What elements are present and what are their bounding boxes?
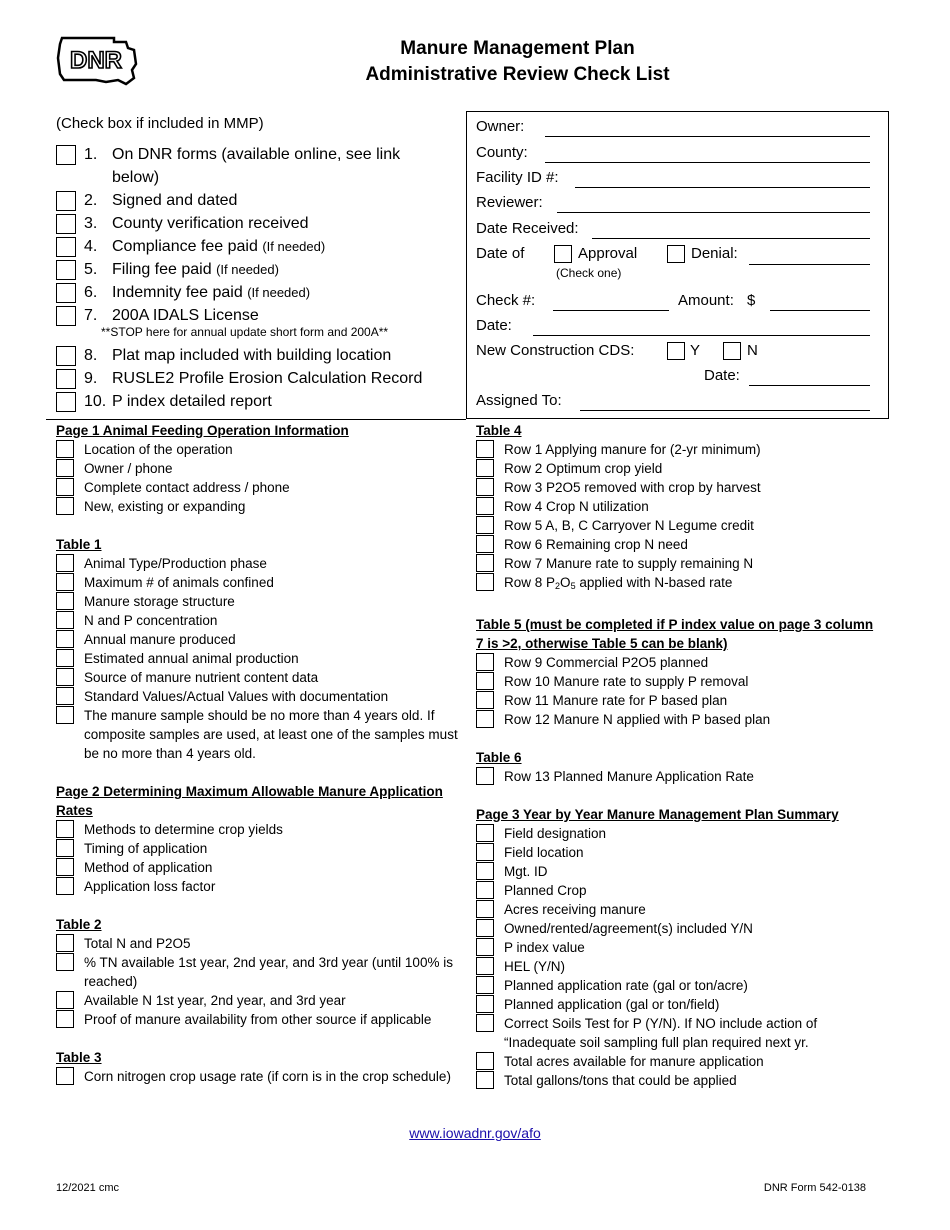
date-received-label: Date Received: [476,220,579,237]
item-number: 7. [84,307,98,324]
section-heading-table5: Table 5 (must be completed if P index value on page 3 column 7 is >2, otherwise Table 5 can be blank) [476,617,874,651]
page-title [0,36,950,88]
section-heading-table3: Table 3 [56,1050,102,1065]
checkbox[interactable] [476,1014,494,1032]
list-item: Field designation [476,824,881,843]
checkbox[interactable] [476,516,494,534]
list-item: Row 13 Planned Manure Application Rate [476,767,881,786]
list-item: Correct Soils Test for P (Y/N). If NO include action of “Inadequate soil sampling full plan required next yr. [476,1014,881,1052]
cds-no-checkbox[interactable] [723,342,741,360]
list-item: The manure sample should be no more than 4 years old. If composite samples are used, at least one of the samples must be no more than 4 years old. [56,706,461,763]
item-text: Signed and dated [112,192,238,209]
list-item: Row 2 Optimum crop yield [476,459,881,478]
facility-id-label: Facility ID #: [476,169,559,186]
item-text: County verification received [112,215,309,232]
item-number: 6. [84,284,98,301]
list-item: HEL (Y/N) [476,957,881,976]
checkbox[interactable] [56,459,74,477]
list-item: Row 11 Manure rate for P based plan [476,691,881,710]
checkbox[interactable] [56,573,74,591]
facility-id-field[interactable] [575,187,870,188]
county-label: County: [476,144,528,161]
checkbox[interactable] [56,346,76,366]
checkbox[interactable] [56,858,74,876]
list-item: Field location [476,843,881,862]
left-column [56,421,461,1086]
list-item-row8: Row 8 $P_2O_5$ applied with N-based rate [476,573,881,596]
list-item: Standard Values/Actual Values with documentation [56,687,461,706]
list-item: Application loss factor [56,877,461,896]
check-number-label: Check #: [476,292,536,309]
section-heading-table6: Table 6 [476,750,522,765]
checkbox[interactable] [56,497,74,515]
right-column [476,421,881,1090]
date-received-field[interactable] [592,238,870,239]
list-item: Acres receiving manure [476,900,881,919]
checkbox[interactable] [56,554,74,572]
item-number: 1. [84,146,98,163]
checkbox[interactable] [56,369,76,389]
approval-label: Approval [578,245,638,262]
checkbox[interactable] [476,478,494,496]
item-number: 4. [84,238,98,255]
list-item: Row 4 Crop N utilization [476,497,881,516]
afo-link[interactable]: www.iowadnr.gov/afo [409,1125,541,1141]
dollar-sign: $ [747,292,756,309]
checkbox[interactable] [476,653,494,671]
title-line-2: Administrative Review Check List [365,64,670,85]
list-item: Planned Crop [476,881,881,900]
checkbox[interactable] [476,440,494,458]
section-heading-page2: Page 2 Determining Maximum Allowable Manure Application Rates [56,784,443,818]
checkbox[interactable] [476,862,494,880]
amount-field[interactable] [770,310,870,311]
checkbox[interactable] [56,191,76,211]
amount-label: Amount: [678,292,734,309]
section-heading-table2: Table 2 [56,917,102,932]
list-item: Available N 1st year, 2nd year, and 3rd year [56,991,461,1010]
new-construction-label: New Construction CDS: [476,342,635,359]
item-text: Indemnity fee paid [112,284,243,301]
assigned-to-label: Assigned To: [476,392,562,409]
checkbox[interactable] [476,573,494,591]
list-item: Estimated annual animal production [56,649,461,668]
item-number: 2. [84,192,98,209]
checkbox[interactable] [56,214,76,234]
review-info-box [466,111,889,419]
list-item: Planned application rate (gal or ton/acre) [476,976,881,995]
checkbox[interactable] [476,459,494,477]
list-item: Owned/rented/agreement(s) included Y/N [476,919,881,938]
list-item: Maximum # of animals confined [56,573,461,592]
intro-note: (Check box if included in MMP) [56,115,264,132]
section-heading-table4: Table 4 [476,423,522,438]
owner-field[interactable] [545,136,870,137]
checkbox[interactable] [56,237,76,257]
list-item: Row 12 Manure N applied with P based plan [476,710,881,729]
item-text: P index detailed report [112,393,272,410]
decision-date-field[interactable] [749,264,870,265]
date-label: Date: [476,317,512,334]
checkbox[interactable] [56,440,74,458]
list-item: Row 6 Remaining crop N need [476,535,881,554]
section-heading-page3: Page 3 Year by Year Manure Management Plan Summary [476,807,839,822]
list-item: Proof of manure availability from other source if applicable [56,1010,461,1029]
checkbox[interactable] [56,877,74,895]
checkbox[interactable] [476,1052,494,1070]
checkbox[interactable] [56,630,74,648]
list-item: Row 5 A, B, C Carryover N Legume credit [476,516,881,535]
checkbox[interactable] [56,1067,74,1085]
list-item: Owner / phone [56,459,461,478]
checkbox[interactable] [56,592,74,610]
cds-yes-label: Y [690,342,701,359]
list-item: P index value [476,938,881,957]
item-note: (If needed) [262,239,326,254]
checkbox[interactable] [56,687,74,705]
checkbox[interactable] [56,145,76,165]
list-item: Complete contact address / phone [56,478,461,497]
list-item: Row 3 P2O5 removed with crop by harvest [476,478,881,497]
date-field[interactable] [533,335,870,336]
checkbox[interactable] [56,283,76,303]
checkbox[interactable] [476,535,494,553]
list-item: Corn nitrogen crop usage rate (if corn is in the crop schedule) [56,1067,461,1086]
approval-checkbox[interactable] [554,245,572,263]
checkbox[interactable] [476,919,494,937]
item-text: RUSLE2 Profile Erosion Calculation Record [112,370,423,387]
list-item: New, existing or expanding [56,497,461,516]
section-heading-table1: Table 1 [56,537,102,552]
item-number: 9. [84,370,98,387]
list-item: Total gallons/tons that could be applied [476,1071,881,1090]
item-number: 10. [84,393,107,410]
checkbox[interactable] [56,649,74,667]
form-number: DNR Form 542-0138 [763,1182,866,1194]
list-item: Row 7 Manure rate to supply remaining N [476,554,881,573]
cds-date-field[interactable] [749,385,870,386]
checkbox[interactable] [476,691,494,709]
checkbox[interactable] [476,843,494,861]
checkbox[interactable] [56,706,74,724]
checkbox[interactable] [56,934,74,952]
assigned-to-field[interactable] [580,410,870,411]
checkbox[interactable] [56,392,76,412]
list-item: Row 10 Manure rate to supply P removal [476,672,881,691]
item-text: 200A IDALS License [112,307,259,324]
checkbox[interactable] [56,991,74,1009]
list-item: Row 1 Applying manure for (2-yr minimum) [476,440,881,459]
checkbox[interactable] [476,824,494,842]
checkbox[interactable] [56,611,74,629]
title-line-1: Manure Management Plan [400,38,635,59]
cds-no-label: N [747,342,758,359]
footer-date: 12/2021 cmc [56,1182,119,1194]
list-item: Methods to determine crop yields [56,820,461,839]
list-item: Total acres available for manure application [476,1052,881,1071]
checkbox[interactable] [476,900,494,918]
checkbox[interactable] [476,710,494,728]
logo-text: DNR [70,47,122,74]
list-item: Method of application [56,858,461,877]
list-item: N and P concentration [56,611,461,630]
item-text-cont: below) [112,169,160,186]
checkbox[interactable] [476,995,494,1013]
item-number: 5. [84,261,98,278]
cds-yes-checkbox[interactable] [667,342,685,360]
checkbox[interactable] [56,668,74,686]
checkbox[interactable] [476,957,494,975]
list-item: Animal Type/Production phase [56,554,461,573]
checkbox[interactable] [56,260,76,280]
checkbox[interactable] [56,953,74,971]
item-number: 3. [84,215,98,232]
item-text: Plat map included with building location [112,347,392,364]
checkbox[interactable] [476,881,494,899]
item-number: 8. [84,347,98,364]
reviewer-field[interactable] [557,212,870,213]
cds-date-label: Date: [704,367,740,384]
section-heading-page1: Page 1 Animal Feeding Operation Information [56,423,349,438]
item-note: (If needed) [216,262,279,277]
denial-label: Denial: [691,245,738,262]
list-item: Total N and P2O5 [56,934,461,953]
reviewer-label: Reviewer: [476,194,543,211]
list-item: Mgt. ID [476,862,881,881]
list-item: Timing of application [56,839,461,858]
item-note: (If needed) [247,285,311,300]
list-item: Row 9 Commercial P2O5 planned [476,653,881,672]
checkbox[interactable] [476,1071,494,1089]
stop-note: **STOP here for annual update short form and 200A** [101,325,389,339]
list-item: Location of the operation [56,440,461,459]
check-number-field[interactable] [553,310,669,311]
checkbox[interactable] [476,767,494,785]
list-item: Manure storage structure [56,592,461,611]
checkbox[interactable] [56,306,76,326]
list-item: Annual manure produced [56,630,461,649]
check-one-note: (Check one) [556,266,622,280]
date-of-label: Date of [476,245,525,262]
checkbox[interactable] [56,1010,74,1028]
checkbox[interactable] [56,478,74,496]
county-field[interactable] [545,162,870,163]
item-text: On DNR forms (available online, see link [112,146,401,163]
checkbox[interactable] [476,554,494,572]
item-text: Compliance fee paid [112,238,258,255]
owner-label: Owner: [476,118,525,135]
item-text: Filing fee paid [112,261,212,278]
list-item: Planned application (gal or ton/field) [476,995,881,1014]
checkbox[interactable] [476,672,494,690]
checkbox[interactable] [56,839,74,857]
checkbox[interactable] [476,976,494,994]
checkbox[interactable] [476,497,494,515]
checkbox[interactable] [56,820,74,838]
denial-checkbox[interactable] [667,245,685,263]
list-item: % TN available 1st year, 2nd year, and 3rd year (until 100% is reached) [56,953,461,991]
checkbox[interactable] [476,938,494,956]
section-divider [46,419,466,420]
list-item: Source of manure nutrient content data [56,668,461,687]
